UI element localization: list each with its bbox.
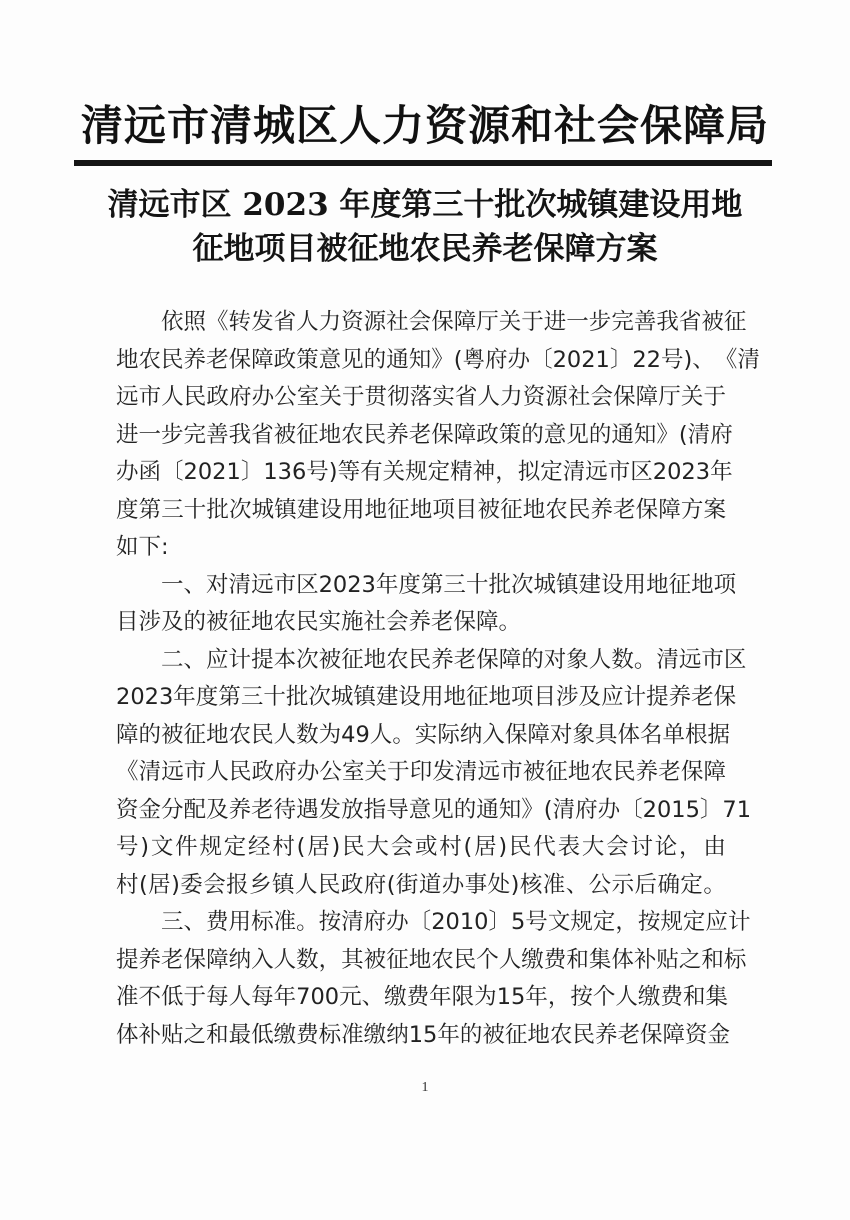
body-line: 依 照 《 转 发 省 人 力 资 源 社 会 保 障 厅 关 于 进 一 步 完 善 我 省 被 征 bbox=[161, 309, 747, 335]
body-line: 《 清 远 市 人 民 政 府 办 公 室 关 于 印 发 清 远 市 被 征 地 农 民 养 老 保 障 bbox=[116, 759, 726, 785]
body-line: 体 补 贴 之 和 最 低 缴 费 标 准 缴 纳 15 年 的 被 征 地 农 民 养 老 保 障 资 金 bbox=[116, 1021, 731, 1048]
body-line: 一 、 对 清 远 市 区 2023 年 度 第 三 十 批 次 城 镇 建 设 用 地 征 地 项 bbox=[161, 571, 737, 598]
body-line: 三 、 费 用 标 准 。 按 清 府 办 〔 2010 〕 5 号 文 规 定 ， 按 规 定 应 计 bbox=[161, 909, 751, 935]
title-line: 征地项目被征地农民养老保障方案 bbox=[192, 231, 658, 267]
organization-header: 清远市清城区人力资源和社会保障局 bbox=[80, 101, 769, 150]
body-line: 2023 年 度 第 三 十 批 次 城 镇 建 设 用 地 征 地 项 目 涉 及 应 计 提 养 老 保 bbox=[116, 684, 737, 710]
body-line: 二 、 应 计 提 本 次 被 征 地 农 民 养 老 保 障 的 对 象 人 数 。 清 远 市 区 bbox=[161, 646, 747, 673]
document-body bbox=[116, 304, 760, 1054]
body-line: 度 第 三 十 批 次 城 镇 建 设 用 地 征 地 项 目 被 征 地 农 民 养 老 保 障 方 案 bbox=[116, 496, 726, 523]
body-line: 办 函 〔 2021 〕 136 号 ) 等 有 关 规 定 精 神 ， 拟 定 清 远 市 区 2023 年 bbox=[116, 459, 733, 485]
document-title bbox=[0, 183, 850, 271]
body-line: 提 养 老 保 障 纳 入 人 数 ， 其 被 征 地 农 民 个 人 缴 费 和 集 体 补 贴 之 和 标 bbox=[116, 946, 747, 973]
page-number: 1 bbox=[421, 1080, 429, 1095]
body-line: 资 金 分 配 及 养 老 待 遇 发 放 指 导 意 见 的 通 知 》 ( 清 府 办 〔 2015 〕 71 bbox=[116, 796, 752, 823]
body-line: 进 一 步 完 善 我 省 被 征 地 农 民 养 老 保 障 政 策 的 意 见 的 通 知 》 ( 清 府 bbox=[116, 421, 733, 448]
body-line: 远 市 人 民 政 府 办 公 室 关 于 贯 彻 落 实 省 人 力 资 源 社 会 保 障 厅 关 于 bbox=[116, 384, 726, 410]
body-line: 村 ( 居 ) 委 会 报 乡 镇 人 民 政 府 ( 街 道 办 事 处 ) 核 准 、 公 示 后 确 定 。 bbox=[116, 871, 726, 898]
header-rule-divider bbox=[74, 160, 772, 166]
body-line: 目涉及的被征地农民实施社会养老保障。 bbox=[116, 609, 522, 635]
body-line: 如下: bbox=[116, 534, 169, 560]
body-line: 障 的 被 征 地 农 民 人 数 为 49 人 。 实 际 纳 入 保 障 对 象 具 体 名 单 根 据 bbox=[116, 721, 731, 748]
title-line: 清远市区 2023 年度第三十批次城镇建设用地 bbox=[107, 187, 743, 223]
body-line: 准 不 低 于 每 人 每 年 700 元 、 缴 费 年 限 为 15 年 ， 按 个 人 缴 费 和 集 bbox=[116, 984, 728, 1010]
body-line: 号 ) 文 件 规 定 经 村 ( 居 ) 民 大 会 或 村 ( 居 ) 民 代 表 大 会 讨 论 ， 由 bbox=[116, 834, 726, 860]
body-line: 地 农 民 养 老 保 障 政 策 意 见 的 通 知 》 ( 粤 府 办 〔 2021 〕 22 号 ) 、 《 清 bbox=[116, 346, 760, 373]
